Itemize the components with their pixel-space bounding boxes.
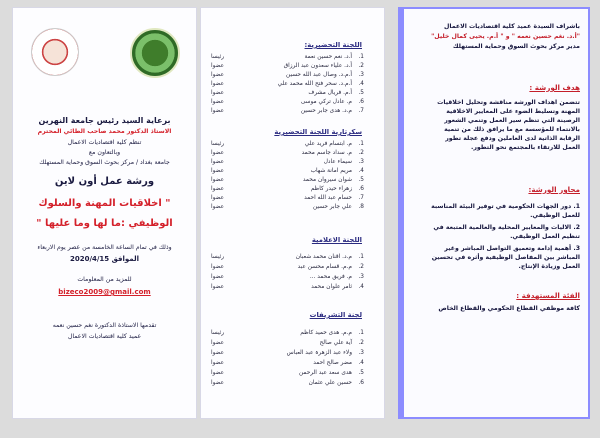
member-number: 5.	[358, 370, 364, 376]
committee-member-row	[211, 204, 364, 212]
committee-member-row	[211, 186, 364, 194]
member-number: 5.	[358, 90, 364, 96]
committee-member-row	[211, 350, 364, 358]
member-name: مضر صالح احمد	[313, 360, 352, 366]
axis-line: العمل وزيادة الإنتاج.	[518, 263, 580, 270]
committee-member-row	[211, 63, 364, 71]
goal-line: العمل للارتقاء بالمجتمع نحو التطور.	[470, 144, 580, 151]
member-name: م. سداد جاسم محمد	[301, 150, 352, 156]
member-number: 1.	[358, 254, 364, 260]
more-info-label: للمزيد من المعلومات	[77, 276, 132, 283]
member-name: سيماء عادل	[323, 159, 352, 165]
organizer-line-1: تنظم كلية اقتصاديات الاعمال	[67, 139, 142, 146]
committee-member-row	[211, 340, 364, 348]
member-name: أ.د. علياء سعدون عبد الرزاق	[283, 63, 352, 69]
committee-member-row	[211, 274, 364, 282]
member-role: عضوا	[211, 284, 225, 290]
goal-line: الرصينة التي تنظم سير العمل وتنمي الشعور	[444, 117, 580, 124]
member-name: م.م. قسام محسن عبد	[297, 264, 352, 270]
member-name: زهراء حيدر كاظم	[310, 186, 352, 192]
committee-member-row	[211, 380, 364, 388]
sponsor-line: برعاية السيد رئيس جامعة النهرين	[38, 116, 171, 125]
member-name: م. عادل تركي موسى	[300, 99, 352, 105]
axis-line: تنظيم العمل الوظيفي.	[510, 233, 580, 240]
member-name: م.م. هدى حميد كاظم	[300, 330, 352, 336]
brochure-panel-committees	[200, 7, 385, 419]
member-role: عضوا	[211, 177, 225, 183]
workshop-title-line-1: " اخلاقيات المهنة والسلوك	[38, 198, 171, 209]
member-name: شوان سيروان محمد	[302, 177, 352, 183]
member-number: 4.	[358, 284, 364, 290]
member-name: آية علي صالح	[319, 340, 352, 346]
member-name: هدى سعد عبد الرحمن	[298, 370, 352, 376]
committee-member-row	[211, 141, 364, 149]
member-number: 4.	[358, 168, 364, 174]
time-line-2: الموافق 2020/4/15	[69, 255, 140, 263]
member-role: عضوا	[211, 150, 225, 156]
member-number: 6.	[358, 99, 364, 105]
member-number: 2.	[358, 264, 364, 270]
committee-title: لجنة التشريفات	[309, 311, 362, 319]
member-name: أ.م.د. سحر فتح الله محمد علي	[277, 81, 352, 87]
member-number: 6.	[358, 380, 364, 386]
committee-member-row	[211, 254, 364, 262]
committee-member-row	[211, 195, 364, 203]
committee-member-row	[211, 177, 364, 185]
axis-line: 1. دور الجهات الحكومية في توفير البيئة المناسبة	[431, 203, 580, 210]
member-name: أ.م.د. وصال عبد الله حسين	[286, 72, 352, 78]
member-number: 6.	[358, 186, 364, 192]
member-number: 3.	[358, 350, 364, 356]
workshop-title-line-2: الوظيفي :ما لها وما عليها "	[36, 218, 173, 229]
member-number: 3.	[358, 274, 364, 280]
member-role: عضوا	[211, 99, 225, 105]
committee-member-row	[211, 330, 364, 338]
supervision-line-1: باشراف السيدة عميد كلية اقتصاديات الاعمال	[444, 23, 580, 30]
member-role: عضوا	[211, 204, 225, 210]
committee-title: اللجنة الاعلامية	[311, 236, 362, 244]
committee-member-row	[211, 81, 364, 89]
member-role: عضوا	[211, 264, 225, 270]
member-name: ولاء عبد الزهرة عبد العباس	[286, 350, 352, 356]
market-research-center-logo	[31, 28, 79, 76]
goal-line: الرقابة الذاتية لدى العاملين ودفع عجلة تطور	[445, 135, 580, 142]
member-number: 1.	[358, 330, 364, 336]
member-name: ثامر علوان محمد	[311, 284, 352, 290]
goal-heading: هدف الورشة :	[529, 83, 580, 92]
committee-title: سكرتارية اللجنة التحضيرية	[274, 128, 362, 136]
committee-member-row	[211, 284, 364, 292]
member-role: عضوا	[211, 380, 225, 386]
member-number: 1.	[358, 54, 364, 60]
member-number: 4.	[358, 81, 364, 87]
committee-member-row	[211, 54, 364, 62]
member-number: 2.	[358, 63, 364, 69]
member-role: عضوا	[211, 63, 225, 69]
member-role: عضوا	[211, 108, 225, 114]
member-role: عضوا	[211, 340, 225, 346]
committee-member-row	[211, 360, 364, 368]
member-role: عضوا	[211, 168, 225, 174]
axis-line: 2. الاليات والمعايير المحلية والعالمية المتبعة في	[433, 224, 580, 231]
target-heading: الفئة المستهدفة :	[516, 291, 580, 300]
contact-email-link[interactable]: bizeco2009@gmail.com	[58, 288, 151, 296]
goal-line: بالانتماء للمؤسسة مع ما يرافق ذلك من تنمية	[444, 126, 580, 133]
member-name: م.د. هدى جابر حسين	[300, 108, 352, 114]
member-number: 2.	[358, 150, 364, 156]
member-role: عضوا	[211, 360, 225, 366]
member-number: 3.	[358, 72, 364, 78]
member-number: 7.	[358, 195, 364, 201]
member-role: رئيسا	[211, 330, 225, 336]
committee-member-row	[211, 90, 364, 98]
committee-member-row	[211, 370, 364, 378]
committee-member-row	[211, 99, 364, 107]
member-number: 5.	[358, 177, 364, 183]
member-role: عضوا	[211, 81, 225, 87]
axis-line: 3. أهمية إدامة وتعميق التواصل المباشر وغير	[444, 245, 580, 252]
presenter-line-2: عميد كلية اقتصاديات الاعمال	[67, 333, 142, 340]
member-name: م. ابتسام فريد علي	[304, 141, 352, 147]
committee-member-row	[211, 150, 364, 158]
committee-member-row	[211, 168, 364, 176]
member-role: رئيسا	[211, 141, 225, 147]
committee-member-row	[211, 108, 364, 116]
member-role: عضوا	[211, 72, 225, 78]
committee-title: اللجنة التحضيرية:	[304, 41, 362, 49]
time-line-1: وذلك في تمام الساعة الخامسة من عصر يوم الاربعاء	[37, 244, 172, 251]
organizer-line-3: جامعة بغداد / مركز بحوث السوق وحماية المستهلك	[39, 159, 170, 166]
member-name: أ.د. نغم حسين نعمة	[304, 54, 352, 60]
committee-member-row	[211, 72, 364, 80]
committee-member-row	[211, 264, 364, 272]
member-name: حسام عبد الله احمد	[304, 195, 352, 201]
member-number: 4.	[358, 360, 364, 366]
member-name: حسين علي عثمان	[308, 380, 352, 386]
brochure-panel-left	[12, 7, 197, 419]
member-number: 8.	[358, 204, 364, 210]
member-name: م.د. اقنان محمد شعبان	[295, 254, 352, 260]
member-name: م. فريق محمد ...	[309, 274, 352, 280]
member-role: رئيسا	[211, 54, 225, 60]
member-number: 3.	[358, 159, 364, 165]
member-name: علي جابر حسين	[313, 204, 352, 210]
member-role: رئيسا	[211, 254, 225, 260]
member-role: عضوا	[211, 90, 225, 96]
axes-heading: محاور الورشة:	[528, 185, 580, 194]
supervision-line-2: "أ.د. نغم حسين نعمه " و " أ.م. يحيى كمال خليل"	[431, 33, 580, 40]
member-role: عضوا	[211, 350, 225, 356]
member-role: عضوا	[211, 370, 225, 376]
university-logo	[130, 28, 180, 78]
president-name: الاستاذ الدكتور محمد صاحب الطائي المحترم	[37, 128, 172, 135]
axis-line: المباشر بين المفاصل الوظيفية وأثره في تحسين	[431, 254, 580, 261]
member-role: عضوا	[211, 195, 225, 201]
organizer-line-2: وبالتعاون مع	[88, 149, 121, 156]
member-name: أ.م. فريال مشرف	[308, 90, 352, 96]
member-role: عضوا	[211, 274, 225, 280]
brochure-panel-right	[398, 7, 590, 419]
member-number: 1.	[358, 141, 364, 147]
member-role: عضوا	[211, 159, 225, 165]
member-number: 2.	[358, 340, 364, 346]
supervision-line-3: مدير مركز بحوث السوق وحماية المستهلك	[452, 43, 580, 50]
member-role: عضوا	[211, 186, 225, 192]
axis-line: للعمل الوظيفي.	[530, 212, 580, 219]
member-number: 7.	[358, 108, 364, 114]
target-text: كافة موظفي القطاع الحكومي والقطاع الخاص	[438, 305, 580, 312]
goal-line: تتضمن اهداف الورشة مناقشة وتحليل اخلاقيات	[437, 99, 580, 106]
committee-member-row	[211, 159, 364, 167]
member-name: مريم امانة شهاب	[310, 168, 352, 174]
presenter-line-1: تقدمها الاستاذة الدكتورة نغم حسين نعمه	[52, 322, 157, 329]
goal-line: المهنة وتسليط الضوء على المعايير الاخلاقية	[446, 108, 580, 115]
workshop-type: ورشة عمل أون لاين	[54, 176, 155, 187]
